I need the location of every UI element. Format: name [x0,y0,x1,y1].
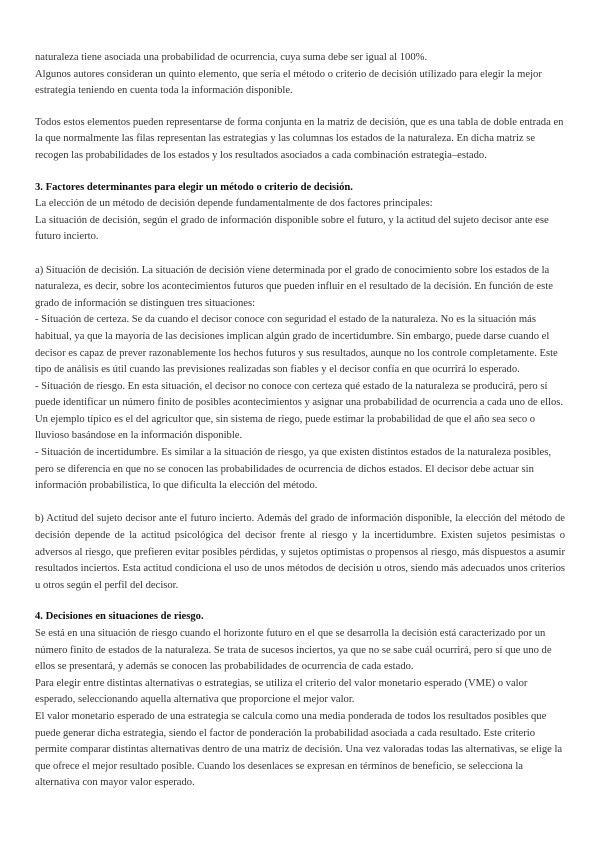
paragraph: Para elegir entre distintas alternativas o estrategias, se utiliza el criterio del valor monetario esperado (VME) o valor esperado, seleccionando aquella alternativa que proporcione el mejor valor. [35,677,528,706]
list-item: - Situación de riesgo. En esta situación, el decisor no conoce con certeza qué estado de la naturaleza se producirá, pero sí puede identificar un número finito de posibles acontecimientos y asignar una probabilidad de ocurrencia a cada uno de ellos. Un ejemplo típico es el del agricultor que, sin sistema de riego, puede estimar la probabilidad de que el año sea seco o lluvioso basándose en la información disponible. [35,380,564,442]
paragraph: Se está en una situación de riesgo cuando el horizonte futuro en el que se desarrolla la decisión está caracterizado por un número finito de estados de la naturaleza. Se trata de sucesos inciertos, ya que no se sabe cuál ocurrirá, pero sí que uno de ellos se presentará, y además se conocen las probabilidades de ocurrencia de cada estado. [35,628,552,673]
paragraph: b) Actitud del sujeto decisor ante el futuro incierto. Además del grado de información disponible, la elección del método de decisión depende de la actitud psicológica del decisor frente al riesgo y la incertidumbre. Existen sujetos pesimistas o adversos al riesgo, que prefieren evitar posibles pérdidas, y sujetos optimistas o propensos al riesgo, más dispuestos a asumir resultados inciertos. Esta actitud condiciona el uso de unos métodos de decisión u otros, siendo más adecuados unos criterios u otros según el perfil del decisor. [35,513,565,591]
spacer [35,100,565,115]
section-heading: 3. Factores determinantes para elegir un método o criterio de decisión. [35,181,353,193]
list-item: - Situación de certeza. Se da cuando el decisor conoce con seguridad el estado de la naturaleza. No es la situación más habitual, ya que la mayoría de las decisiones implican algún grado de incertidumbre. Sin embargo, puede darse cuando el decisor es capaz de prever razonablemente los hechos futuros y sus resultados, aunque no los controle completamente. Este tipo de análisis es útil cuando las previsiones realizadas son fiables y el decisor confía en que ocurrirá lo esperado. [35,314,558,376]
spacer [35,246,565,263]
spacer [35,594,565,609]
paragraph: El valor monetario esperado de una estrategia se calcula como una media ponderada de todos los resultados posibles que puede generar dicha estrategia, siendo el factor de ponderación la probabilidad asociada a cada resultado. Este criterio permite comparar distintas alternativas dentro de una matriz de decisión. Una vez valoradas todas las alternativas, se elige la que ofrece el mejor resultado posible. Cuando los desenlaces se expresan en términos de beneficio, se selecciona la alternativa con mayor valor esperado. [35,710,563,789]
spacer [35,495,565,512]
list-item: - Situación de incertidumbre. Es similar a la situación de riesgo, ya que existen distintos estados de la naturaleza posibles, pero se diferencia en que no se conocen las probabilidades de ocurrencia de dichos estados. El decisor debe actuar sin información probabilística, lo que dificulta la elección del método. [35,447,552,492]
spacer [35,165,565,180]
paragraph-line: naturaleza tiene asociada una probabilidad de ocurrencia, cuya suma debe ser igual al 100%. [35,52,428,63]
paragraph-line: Algunos autores consideran un quinto elemento, que sería el método o criterio de decisión utilizado para elegir la mejor estrategia teniendo en cuenta toda la información disponible. [35,68,542,97]
paragraph: a) Situación de decisión. La situación de decisión viene determinada por el grado de conocimiento sobre los estados de la naturaleza, es decir, sobre los acontecimientos futuros que pueden influir en el resultado de la decisión. En función de este grado de información se distinguen tres situaciones: [35,264,553,309]
paragraph-line: La situación de decisión, según el grado de información disponible sobre el futuro, y la actitud del sujeto decisor ante ese futuro incierto. [35,214,549,243]
paragraph-line: La elección de un método de decisión depende fundamentalmente de dos factores principales: [35,198,433,210]
section-heading: 4. Decisiones en situaciones de riesgo. [35,611,204,623]
paragraph: Todos estos elementos pueden representarse de forma conjunta en la matriz de decisión, que es una tabla de doble entrada en la que normalmente las filas representan las estrategias y las columnas los estados de la naturaleza. En dicha matriz se recogen las probabilidades de los estados y los resultados asociados a cada combinación estrategia–estado. [35,116,564,161]
document-page [35,50,565,792]
